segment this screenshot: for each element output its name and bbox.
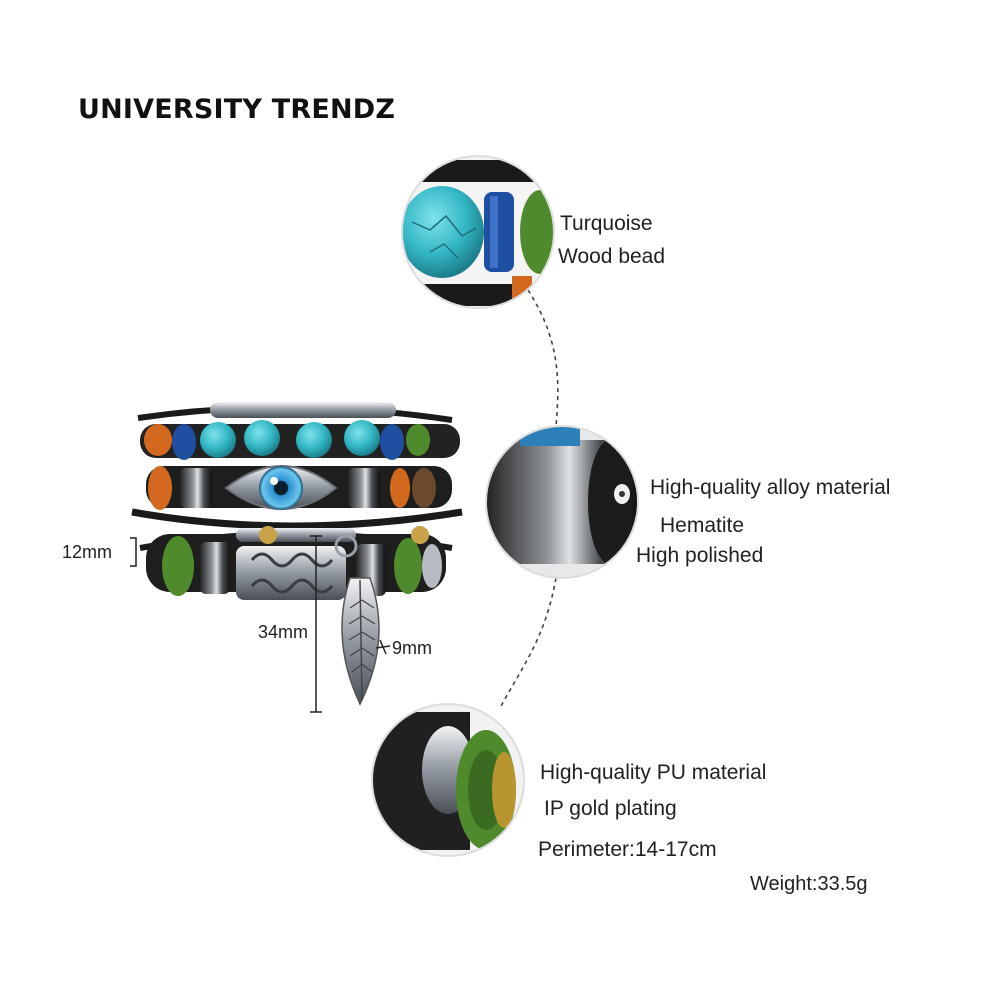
label-pu-material: High-quality PU material (540, 761, 767, 784)
label-wood-bead: Wood bead (558, 245, 666, 268)
label-gold-plating: IP gold plating (544, 797, 677, 820)
label-high-polished: High polished (636, 544, 764, 567)
dimension-height: 12mm (62, 542, 113, 562)
filigree-bead-row (146, 526, 446, 600)
label-alloy-material: High-quality alloy material (650, 476, 891, 499)
dimension-length: 34mm (258, 622, 309, 642)
dimension-width: 9mm (392, 638, 432, 658)
turquoise-bead-row (140, 420, 460, 460)
label-turquoise: Turquoise (560, 212, 653, 235)
evil-eye-row (146, 466, 452, 510)
brand-title: UNIVERSITY TRENDZ (78, 94, 396, 125)
label-weight: Weight:33.5g (750, 873, 868, 895)
label-hematite: Hematite (660, 514, 745, 537)
label-perimeter: Perimeter:14-17cm (538, 838, 717, 861)
